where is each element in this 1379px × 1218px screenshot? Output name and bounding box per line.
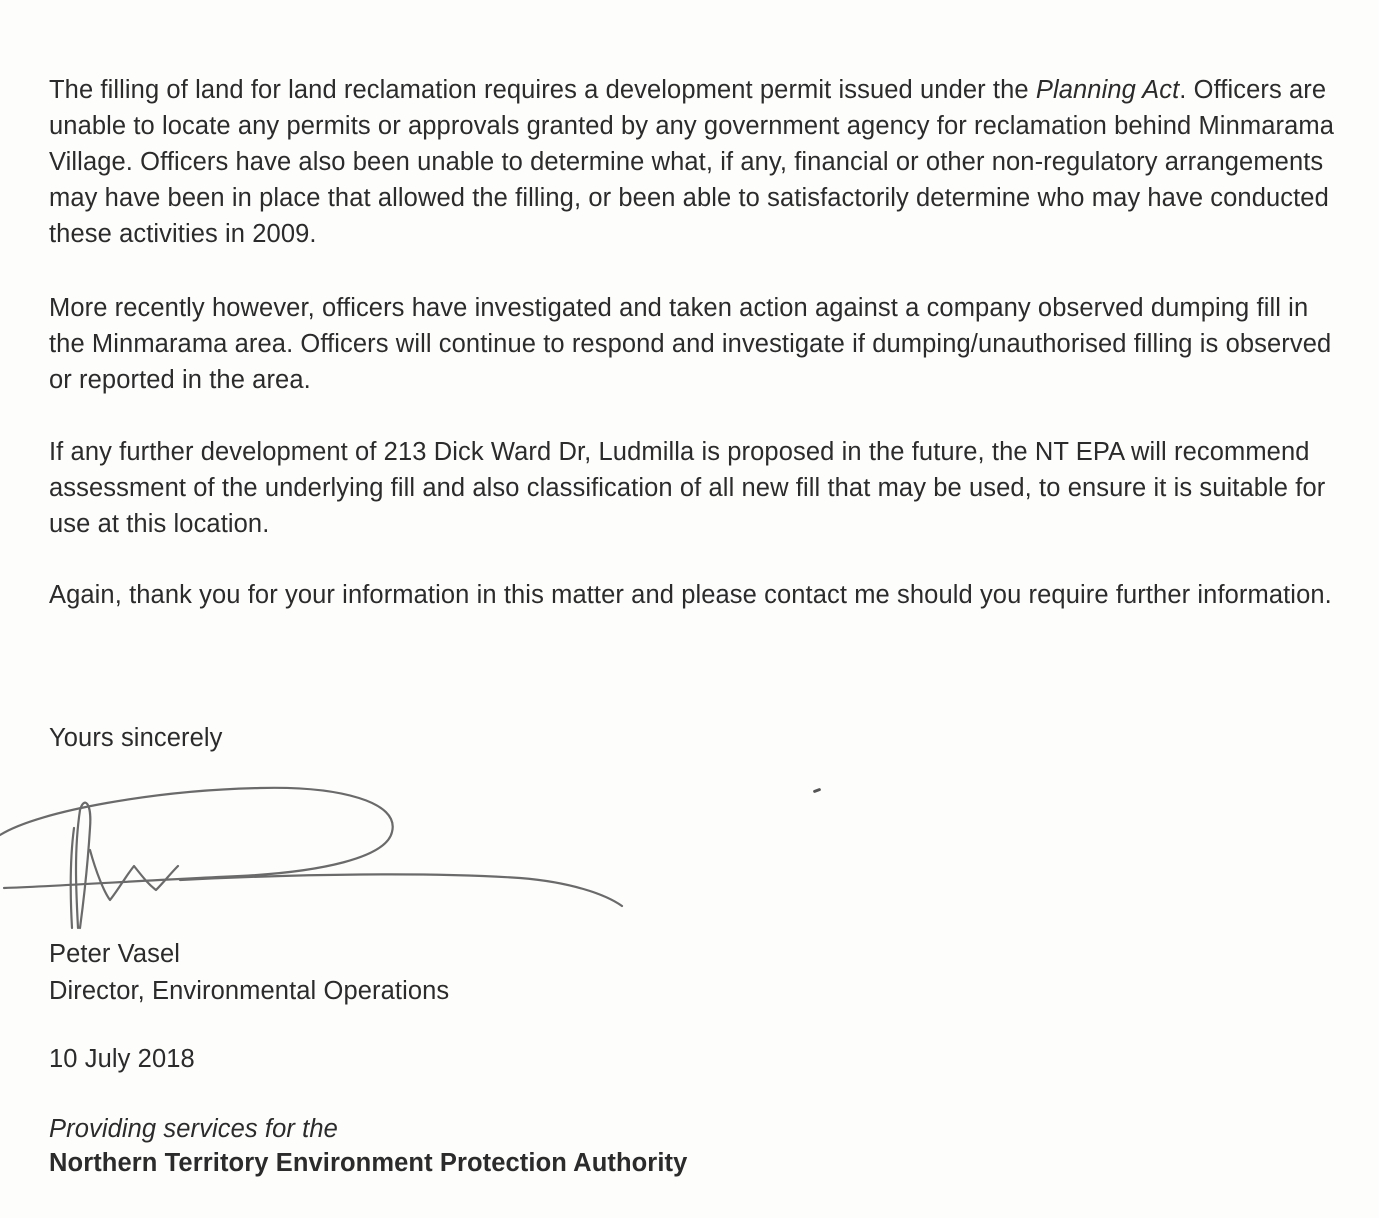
footer-services-line: Providing services for the bbox=[49, 1115, 338, 1143]
signature-tail bbox=[180, 874, 622, 906]
paragraph-recent-action bbox=[49, 290, 1339, 398]
handwritten-signature bbox=[0, 780, 640, 940]
closing-salutation: Yours sincerely bbox=[49, 724, 223, 752]
signature-loop bbox=[0, 788, 393, 888]
paragraph-4-text: Again, thank you for your information in this matter and please contact me should you require further information. bbox=[49, 581, 1332, 609]
letter-date: 10 July 2018 bbox=[49, 1045, 195, 1073]
signature-stroke-v bbox=[90, 850, 178, 900]
paragraph-future-development bbox=[49, 434, 1339, 542]
paper-speck bbox=[813, 788, 822, 794]
signature-stroke-p1 bbox=[76, 803, 90, 928]
paragraph-2-text: More recently however, officers have investigated and taken action against a company observed dumping fill in the Minmarama area. Officers will continue to respond and investigate if dumping/unauthorised filling is observed or reported in the area. bbox=[49, 294, 1332, 394]
paragraph-planning-act bbox=[49, 72, 1339, 252]
signer-title: Director, Environmental Operations bbox=[49, 977, 450, 1005]
signer-name: Peter Vasel bbox=[49, 940, 181, 968]
paragraph-1-rest: . Officers are unable to locate any permits or approvals granted by any government agency for reclamation behind Minmarama Village. Officers have also been unable to determine what, if any, financial or other non-regulatory arrangements may have been in place that allowed the filling, or been able to satisfactorily determine who may have conducted these activities in 2009. bbox=[49, 76, 1334, 248]
footer-authority-name: Northern Territory Environment Protection Authority bbox=[49, 1149, 688, 1177]
paragraph-1-text bbox=[49, 72, 1339, 252]
paragraph-thanks bbox=[49, 577, 1339, 613]
signature-stroke-p2 bbox=[71, 828, 74, 928]
paragraph-3-text: If any further development of 213 Dick Ward Dr, Ludmilla is proposed in the future, the NT EPA will recommend assessment of the underlying fill and also classification of all new fill that may be used, to ensure it is suitable for use at this location. bbox=[49, 438, 1326, 538]
paragraph-1-lead: The filling of land for land reclamation requires a development permit issued under the bbox=[49, 76, 1036, 104]
planning-act-title: Planning Act bbox=[1035, 76, 1180, 104]
